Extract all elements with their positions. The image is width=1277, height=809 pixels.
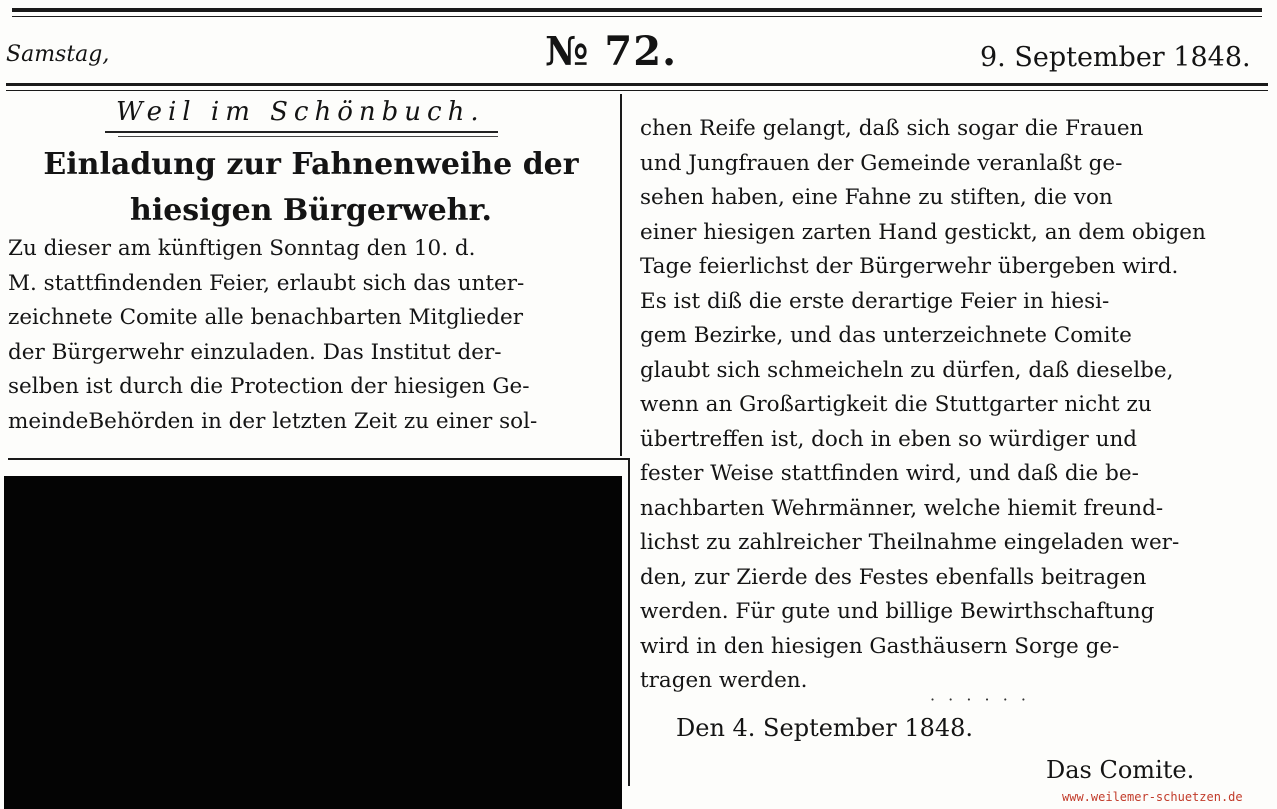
text-line: nachbarten Wehrmänner, welche hiemit freund- (640, 495, 1164, 521)
headline-line: hiesigen Bürgerwehr. (130, 193, 492, 228)
text-line: tragen werden. (640, 668, 808, 693)
text-line: fester Weise stattfinden wird, und daß die be- (640, 461, 1139, 486)
text-line: der Bürgerwehr einzuladen. Das Institut der- (8, 339, 502, 365)
text-line: wenn an Großartigkeit die Stuttgarter nicht zu (640, 392, 1152, 417)
masthead-date: 9. September 1848. (980, 42, 1251, 73)
closing-date: Den 4. September 1848. (676, 714, 974, 742)
left-column-text (8, 232, 614, 439)
issue-number: № 72. (545, 28, 677, 75)
text-line: meindeBehörden in der letzten Zeit zu einer sol- (8, 408, 538, 434)
headline (8, 142, 614, 234)
watermark-url: www.weilemer-schuetzen.de (1062, 790, 1243, 804)
text-line: zeichnete Comite alle benachbarten Mitglieder (8, 305, 524, 330)
redacted-block (4, 476, 622, 809)
text-line: Es ist diß die erste derartige Feier in hiesi- (640, 288, 1110, 314)
text-line: glaubt sich schmeicheln zu dürfen, daß dieselbe, (640, 357, 1174, 383)
text-line: chen Reife gelangt, daß sich sogar die Frauen (640, 116, 1144, 141)
place-underline-thin (118, 136, 498, 137)
column-divider (620, 94, 622, 456)
text-line: selben ist durch die Protection der hiesigen Ge- (8, 374, 530, 399)
text-line: sehen haben, eine Fahne zu stiften, die von (640, 185, 1113, 210)
text-line: gem Bezirke, und das unterzeichnete Comite (640, 323, 1132, 348)
masthead-rule-thin (6, 90, 1268, 91)
text-line: lichst zu zahlreicher Theilnahme eingeladen wer- (640, 530, 1180, 555)
print-specks: · · · · · · (930, 690, 1030, 709)
signature: Das Comite. (1046, 756, 1195, 784)
text-line: Zu dieser am künftigen Sonntag den 10. d. (8, 236, 476, 261)
place-underline (105, 131, 498, 133)
top-rule-thin (12, 16, 1262, 17)
place-title: Weil im Schönbuch. (116, 97, 485, 127)
left-bottom-rule (8, 458, 630, 460)
text-line: übertreffen ist, doch in eben so würdiger und (640, 426, 1138, 452)
masthead-rule (6, 83, 1268, 86)
text-line: M. stattfindenden Feier, erlaubt sich das unter- (8, 270, 525, 296)
text-line: Tage feierlichst der Bürgerwehr übergeben wird. (640, 254, 1179, 279)
text-line: wird in den hiesigen Gasthäusern Sorge ge- (640, 633, 1120, 659)
top-rule (12, 8, 1262, 12)
masthead-day: Samstag, (6, 42, 110, 67)
text-line: den, zur Zierde des Festes ebenfalls beitragen (640, 564, 1147, 590)
column-divider-lower (628, 460, 630, 786)
text-line: und Jungfrauen der Gemeinde veranlaßt ge- (640, 150, 1123, 176)
right-column-text (640, 112, 1265, 699)
text-line: einer hiesigen zarten Hand gestickt, an dem obigen (640, 219, 1206, 245)
text-line: werden. Für gute und billige Bewirthschaftung (640, 599, 1155, 624)
headline-line: Einladung zur Fahnenweihe der (43, 147, 579, 182)
